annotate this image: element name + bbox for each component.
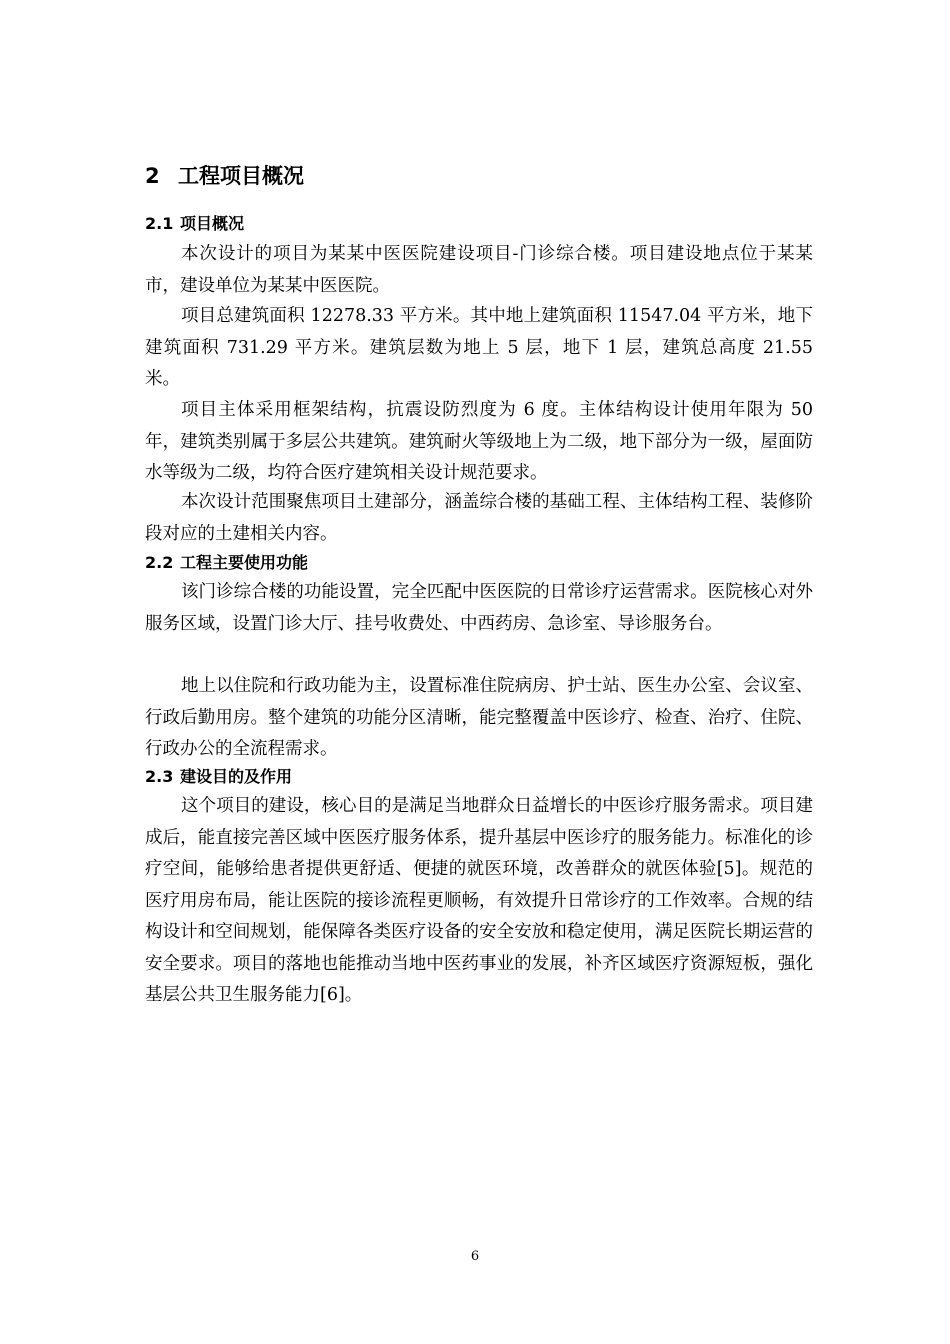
paragraph: 地上以住院和行政功能为主，设置标准住院病房、护士站、医生办公室、会议室、行政后勤用房。整个建筑的功能分区清晰，能完整覆盖中医诊疗、检查、治疗、住院、行政办公的全流程需求。 <box>145 676 813 759</box>
section-heading-2-2 <box>145 551 308 575</box>
paragraph: 该门诊综合楼的功能设置，完全匹配中医医院的日常诊疗运营需求。医院核心对外服务区域，设置门诊大厅、挂号收费处、中西药房、急诊室、导诊服务台。 <box>145 582 813 634</box>
paragraph: 这个项目的建设，核心目的是满足当地群众日益增长的中医诊疗服务需求。项目建成后，能直接完善区域中医医疗服务体系，提升基层中医诊疗的服务能力。标准化的诊疗空间，能够给患者提供更舒适、便捷的就医环境，改善群众的就医体验[5]。规范的医疗用房布局，能让医院的接诊流程更顺畅，有效提升日常诊疗的工作效率。合规的结构设计和空间规划，能保障各类医疗设备的安全安放和稳定使用，满足医院长期运营的安全要求。项目的落地也能推动当地中医药事业的发展，补齐区域医疗资源短板，强化基层公共卫生服务能力[6]。 <box>145 796 813 1005</box>
section-title: 项目概况 <box>180 214 245 233</box>
section-number: 2.1 <box>145 214 174 233</box>
chapter-title <box>145 161 304 191</box>
section-heading-2-3 <box>145 765 292 789</box>
section-title: 工程主要使用功能 <box>180 553 309 572</box>
paragraph: 本次设计的项目为某某中医医院建设项目-门诊综合楼。项目建设地点位于某某市，建设单位为某某中医医院。 <box>145 244 813 296</box>
section-number: 2.2 <box>145 553 174 572</box>
paragraph: 项目总建筑面积 12278.33 平方米。其中地上建筑面积 11547.04 平方米，地下建筑面积 731.29 平方米。建筑层数为地上 5 层，地下 1 层，建筑总高度 21.55 米。 <box>145 306 813 389</box>
section-title: 建设目的及作用 <box>180 767 293 786</box>
section-number: 2.3 <box>145 767 174 786</box>
paragraph: 本次设计范围聚焦项目土建部分，涵盖综合楼的基础工程、主体结构工程、装修阶段对应的土建相关内容。 <box>145 492 813 544</box>
section-heading-2-1 <box>145 212 244 236</box>
chapter-title-text: 工程项目概况 <box>178 164 304 188</box>
paragraph: 项目主体采用框架结构，抗震设防烈度为 6 度。主体结构设计使用年限为 50 年，建筑类别属于多层公共建筑。建筑耐火等级地上为二级，地下部分为一级，屋面防水等级为二级，均符合医疗建筑相关设计规范要求。 <box>145 400 813 483</box>
page-number: 6 <box>470 1249 480 1264</box>
chapter-number: 2 <box>145 164 160 188</box>
